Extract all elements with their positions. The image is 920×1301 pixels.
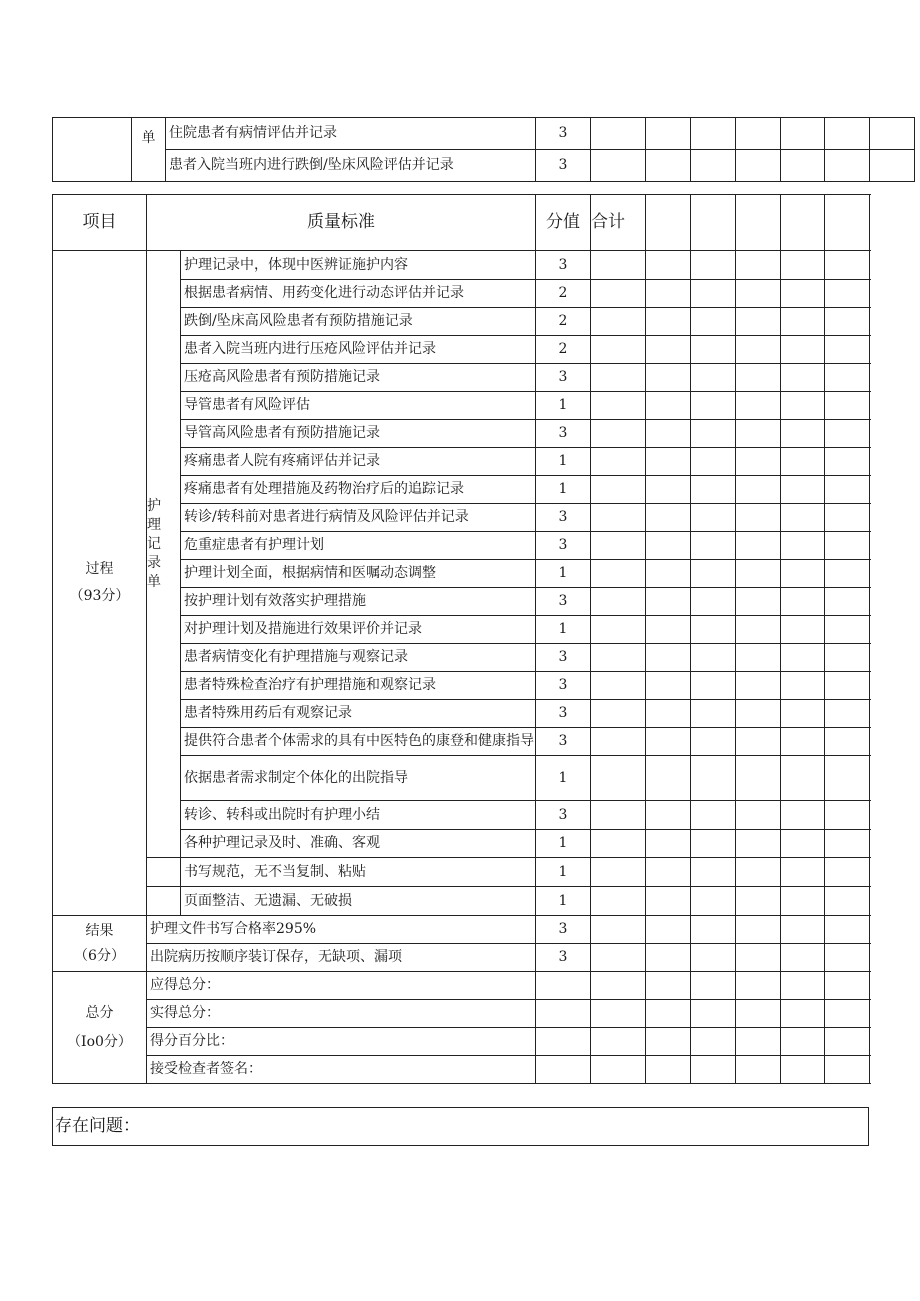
issues-label: 存在问题： bbox=[55, 1116, 140, 1136]
process-row-score: 3 bbox=[536, 251, 591, 280]
process-row-score: 3 bbox=[536, 644, 591, 672]
total-row-label: 实得总分： bbox=[147, 1000, 536, 1028]
process-row-score: 2 bbox=[536, 308, 591, 336]
process-row-score: 3 bbox=[536, 672, 591, 700]
result-points: （6分） bbox=[74, 947, 125, 964]
process-row-score: 3 bbox=[536, 420, 591, 448]
process-row-text: 护理记录中，体现中医辨证施护内容 bbox=[181, 251, 536, 280]
fragment-row-score: 3 bbox=[536, 150, 591, 182]
process-row-text: 患者病情变化有护理措施与观察记录 bbox=[181, 644, 536, 672]
process-row-score: 1 bbox=[536, 476, 591, 504]
process-row-score: 3 bbox=[536, 801, 591, 830]
process-row-score: 3 bbox=[536, 532, 591, 560]
fragment-group-label: 单 bbox=[132, 118, 166, 182]
process-row-score: 2 bbox=[536, 336, 591, 364]
process-row-score: 1 bbox=[536, 616, 591, 644]
quality-standard-table bbox=[52, 194, 870, 1084]
total-points: （Io0分） bbox=[67, 1033, 132, 1050]
total-label-cell bbox=[53, 972, 147, 1084]
top-fragment-table bbox=[52, 117, 915, 182]
process-label: 过程 bbox=[85, 561, 114, 577]
process-row-score: 3 bbox=[536, 588, 591, 616]
process-row-text: 依据患者需求制定个体化的出院指导 bbox=[181, 756, 536, 801]
result-label: 结果 bbox=[85, 922, 114, 939]
issues-box bbox=[52, 1107, 869, 1146]
process-row-text: 患者特殊检查治疗有护理措施和观察记录 bbox=[181, 672, 536, 700]
process-row-text: 患者入院当班内进行压疮风险评估并记录 bbox=[181, 336, 536, 364]
fragment-row-score: 3 bbox=[536, 118, 591, 150]
total-label: 总分 bbox=[85, 1004, 114, 1021]
nursing-record-label: 护理记录单 bbox=[147, 497, 165, 590]
process-row-text: 提供符合患者个体需求的具有中医特色的康登和健康指导 bbox=[181, 728, 536, 756]
process-row-score: 1 bbox=[536, 560, 591, 588]
process-row-score: 1 bbox=[536, 448, 591, 476]
header-item: 项目 bbox=[53, 195, 147, 251]
process-row-text: 患者特殊用药后有观察记录 bbox=[181, 700, 536, 728]
process-row-text: 危重症患者有护理计划 bbox=[181, 532, 536, 560]
process-row-text: 压疮高风险患者有预防措施记录 bbox=[181, 364, 536, 392]
header-standard: 质量标准 bbox=[147, 195, 536, 251]
process-row-score: 1 bbox=[536, 830, 591, 858]
process-row-text: 导管患者有风险评估 bbox=[181, 392, 536, 420]
process-row-text: 转诊/转科前对患者进行病情及风险评估并记录 bbox=[181, 504, 536, 532]
header-score: 分值 bbox=[536, 195, 591, 251]
process-row-score: 3 bbox=[536, 728, 591, 756]
process-row-score: 3 bbox=[536, 364, 591, 392]
process-row-score: 1 bbox=[536, 392, 591, 420]
fragment-row-text: 患者入院当班内进行跌倒/坠床风险评估并记录 bbox=[166, 150, 536, 182]
process-row-score: 3 bbox=[536, 504, 591, 532]
result-row-text: 护理文件书写合格率295% bbox=[147, 916, 536, 944]
total-row-label: 应得总分： bbox=[147, 972, 536, 1000]
process-row-text: 根据患者病情、用药变化进行动态评估并记录 bbox=[181, 280, 536, 308]
result-label-cell bbox=[53, 916, 147, 972]
process-extra-text: 书写规范，无不当复制、粘贴 bbox=[181, 858, 536, 887]
process-extra-score: 1 bbox=[536, 887, 591, 916]
total-row-label: 得分百分比： bbox=[147, 1028, 536, 1056]
process-extra-score: 1 bbox=[536, 858, 591, 887]
process-row-text: 转诊、转科或出院时有护理小结 bbox=[181, 801, 536, 830]
process-row-score: 1 bbox=[536, 756, 591, 801]
process-row-text: 按护理计划有效落实护理措施 bbox=[181, 588, 536, 616]
process-label-cell bbox=[53, 251, 147, 916]
process-extra-text: 页面整洁、无遗漏、无破损 bbox=[181, 887, 536, 916]
process-row-text: 各种护理记录及时、准确、客观 bbox=[181, 830, 536, 858]
process-row-text: 导管高风险患者有预防措施记录 bbox=[181, 420, 536, 448]
fragment-row-text: 住院患者有病情评估并记录 bbox=[166, 118, 536, 150]
process-row-score: 3 bbox=[536, 700, 591, 728]
process-row-text: 对护理计划及措施进行效果评价并记录 bbox=[181, 616, 536, 644]
process-row-text: 护理计划全面，根据病情和医嘱动态调整 bbox=[181, 560, 536, 588]
result-row-text: 出院病历按顺序装订保存，无缺项、漏项 bbox=[147, 944, 536, 972]
total-row-label: 接受检查者签名： bbox=[147, 1056, 536, 1084]
nursing-record-label-cell bbox=[147, 251, 181, 858]
header-total: 合计 bbox=[591, 195, 646, 251]
process-row-text: 疼痛患者人院有疼痛评估并记录 bbox=[181, 448, 536, 476]
fragment-item-cell bbox=[53, 118, 132, 182]
process-points: （93分） bbox=[69, 588, 130, 604]
result-row-score: 3 bbox=[536, 944, 591, 972]
result-row-score: 3 bbox=[536, 916, 591, 944]
process-row-text: 跌倒/坠床高风险患者有预防措施记录 bbox=[181, 308, 536, 336]
process-row-score: 2 bbox=[536, 280, 591, 308]
process-row-text: 疼痛患者有处理措施及药物治疗后的追踪记录 bbox=[181, 476, 536, 504]
